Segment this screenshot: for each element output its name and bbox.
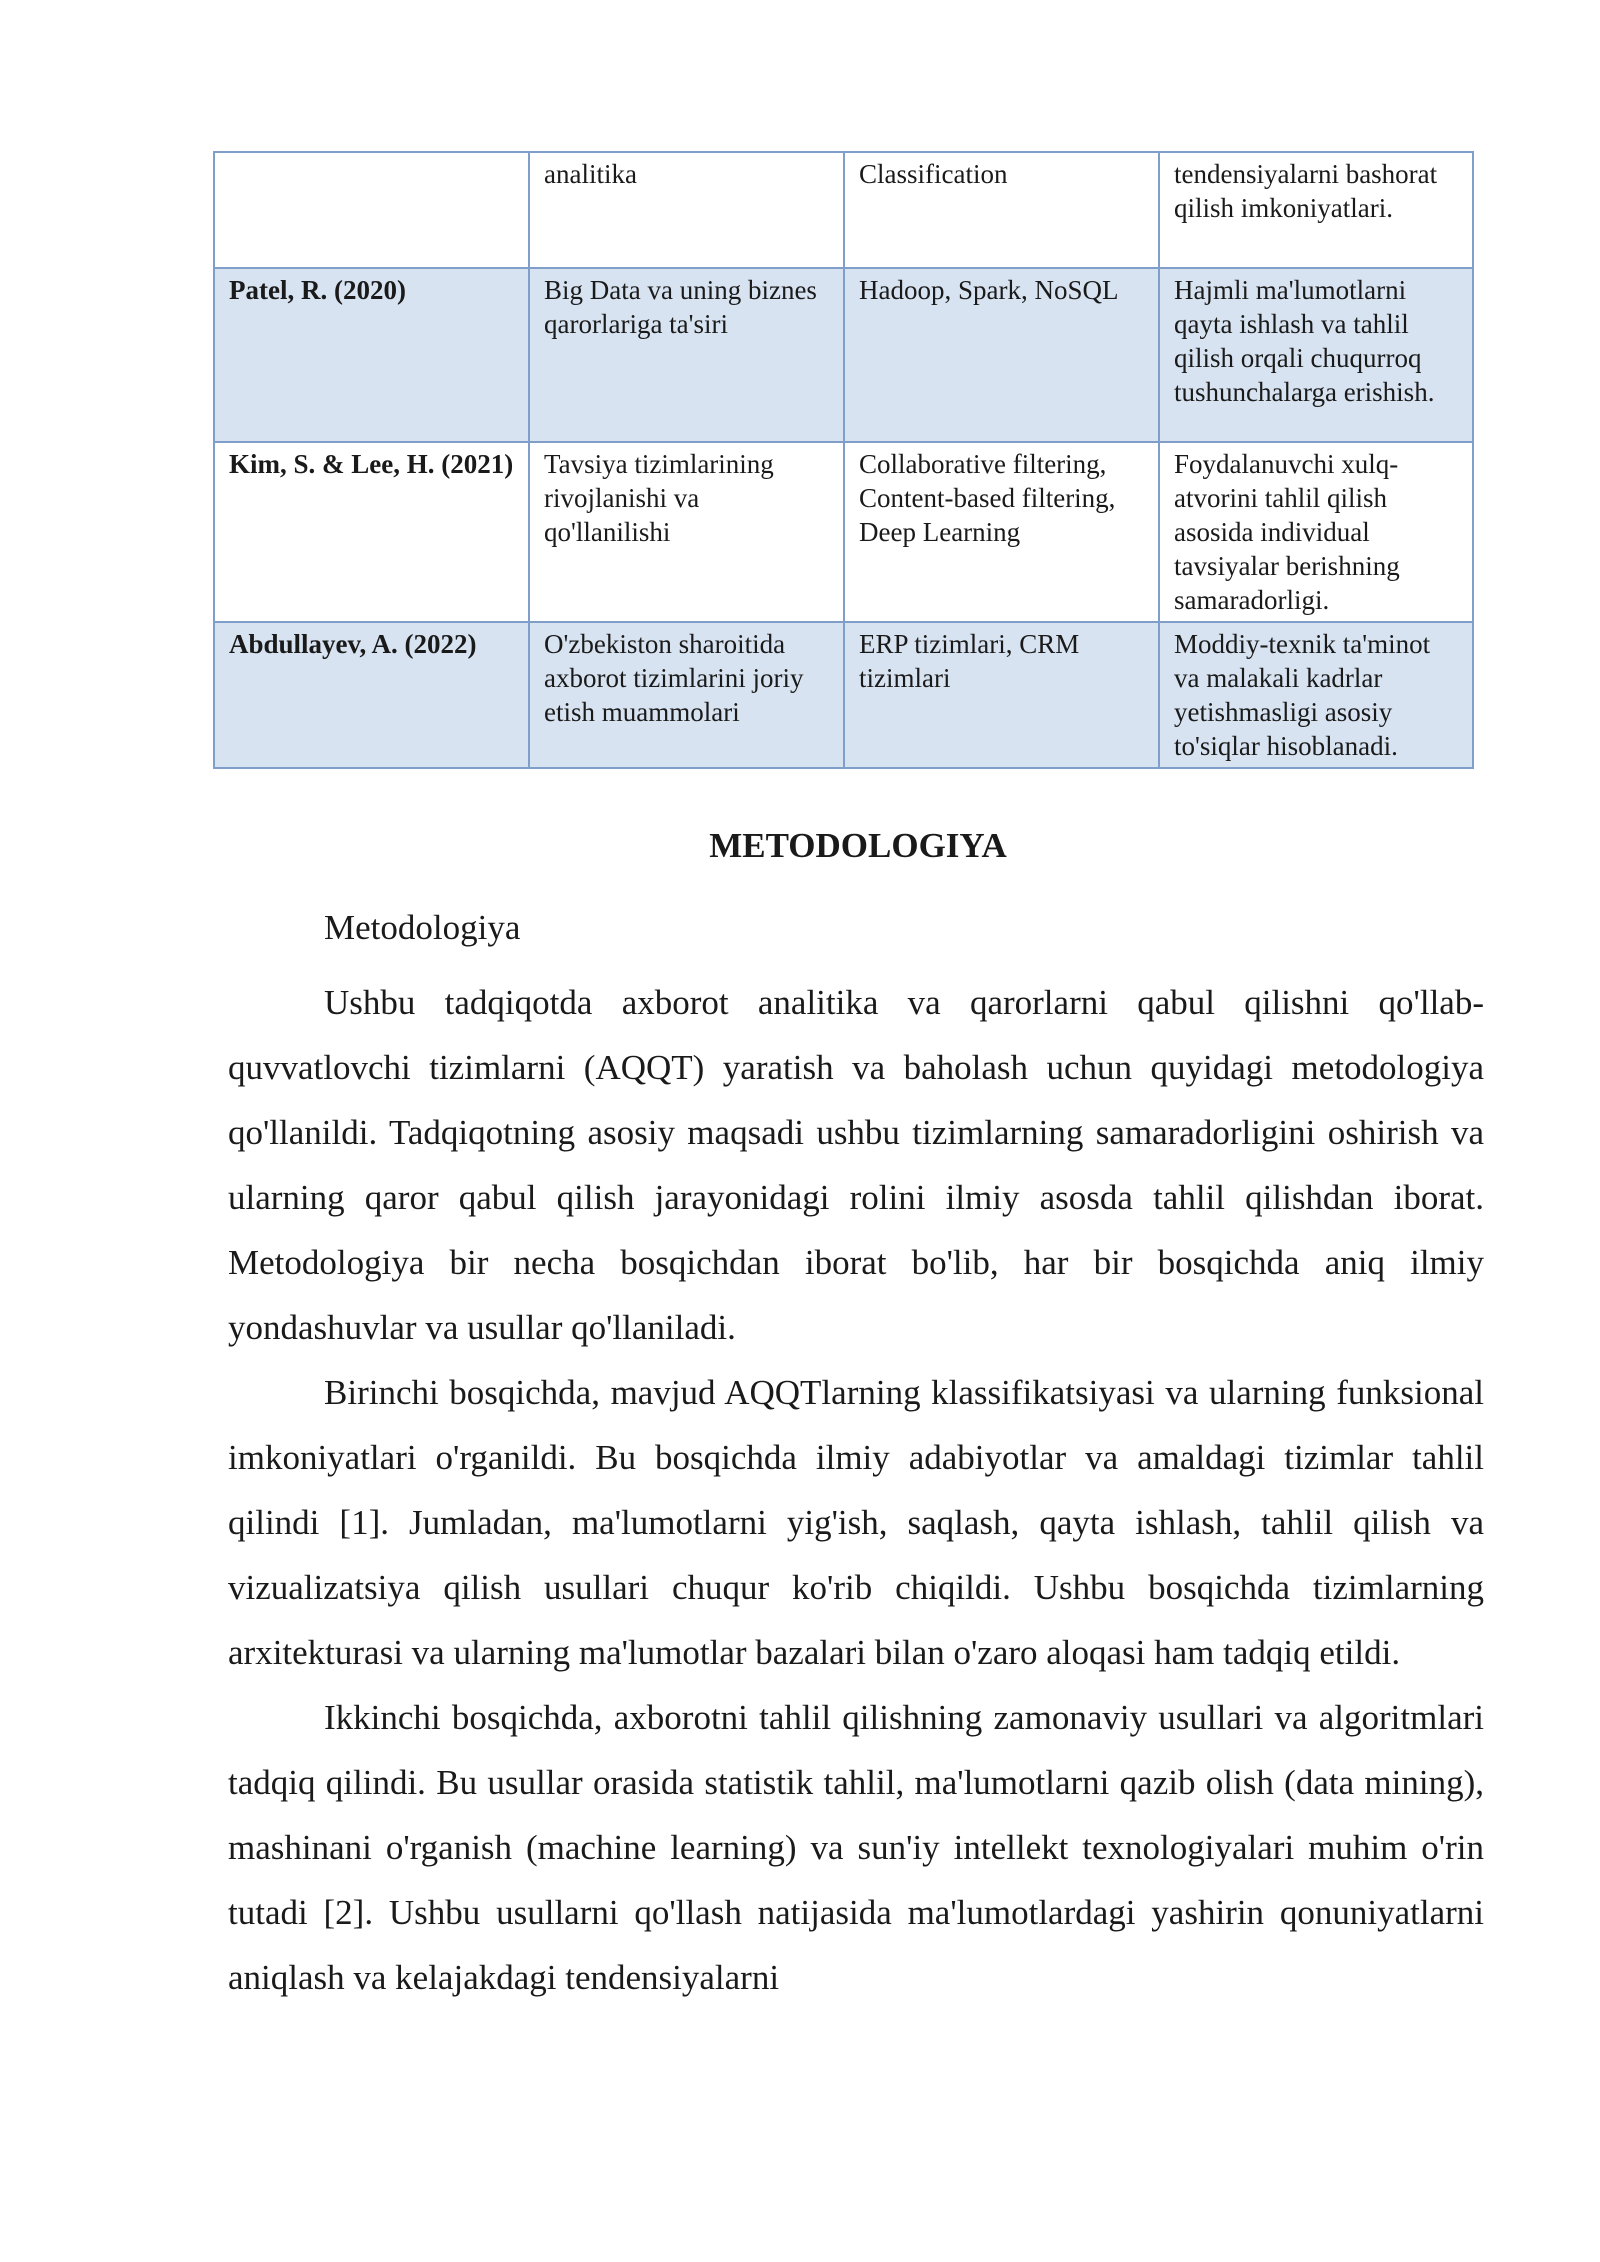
topic-cell: analitika — [529, 152, 844, 268]
paragraph: Ushbu tadqiqotda axborot analitika va qarorlarni qabul qilishni qo'llab-quvvatlovchi tizimlarni (AQQT) yaratish va baholash uchun quyidagi metodologiya qo'llanildi. Tadqiqotning asosiy maqsadi ushbu tizimlarning samaradorligini oshirish va ularning qaror qabul qilish jarayonidagi rolini ilmiy asosda tahlil qilishdan iborat. Metodologiya bir necha bosqichdan iborat bo'lib, har bir bosqichda aniq ilmiy yondashuvlar va usullar qo'llaniladi. — [228, 983, 1484, 1347]
methods-cell: Collaborative filtering, Content-based filtering, Deep Learning — [844, 442, 1159, 622]
findings-cell: Moddiy-texnik ta'minot va malakali kadrlar yetishmasligi asosiy to'siqlar hisoblanadi. — [1159, 622, 1473, 768]
section-subheading: Metodologiya — [324, 908, 521, 947]
findings-cell: Hajmli ma'lumotlarni qayta ishlash va tahlil qilish orqali chuqurroq tushunchalarga erishish. — [1159, 268, 1473, 442]
author-cell: Patel, R. (2020) — [214, 268, 529, 442]
table-row — [214, 622, 1473, 768]
paragraph: Ikkinchi bosqichda, axborotni tahlil qilishning zamonaviy usullari va algoritmlari tadqiq qilindi. Bu usullar orasida statistik tahlil, ma'lumotlarni qazib olish (data mining), mashinani o'rganish (machine learning) va sun'iy intellekt texnologiyalari muhim o'rin tutadi [2]. Ushbu usullarni qo'llash natijasida ma'lumotlardagi yashirin qonuniyatlarni aniqlash va kelajakdagi tendensiyalarni — [228, 1698, 1484, 1997]
methods-cell: Classification — [844, 152, 1159, 268]
topic-cell: O'zbekiston sharoitida axborot tizimlarini joriy etish muammolari — [529, 622, 844, 768]
author-cell: Abdullayev, A. (2022) — [214, 622, 529, 768]
author-cell — [214, 152, 529, 268]
paragraph: Birinchi bosqichda, mavjud AQQTlarning klassifikatsiyasi va ularning funksional imkoniyatlari o'rganildi. Bu bosqichda ilmiy adabiyotlar va amaldagi tizimlar tahlil qilindi [1]. Jumladan, ma'lumotlarni yig'ish, saqlash, qayta ishlash, tahlil qilish va vizualizatsiya qilish usullari chuqur ko'rib chiqildi. Ushbu bosqichda tizimlarning arxitekturasi va ularning ma'lumotlar bazalari bilan o'zaro aloqasi ham tadqiq etildi. — [228, 1373, 1484, 1672]
literature-review-table — [213, 151, 1474, 769]
table-row — [214, 442, 1473, 622]
body-text — [228, 970, 1484, 2010]
table-row — [214, 268, 1473, 442]
findings-cell: tendensiyalarni bashorat qilish imkoniyatlari. — [1159, 152, 1473, 268]
table-row — [214, 152, 1473, 268]
topic-cell: Big Data va uning biznes qarorlariga ta'siri — [529, 268, 844, 442]
section-heading: METODOLOGIYA — [709, 826, 1007, 865]
topic-cell: Tavsiya tizimlarining rivojlanishi va qo'llanilishi — [529, 442, 844, 622]
author-cell: Kim, S. & Lee, H. (2021) — [214, 442, 529, 622]
methods-cell: Hadoop, Spark, NoSQL — [844, 268, 1159, 442]
findings-cell: Foydalanuvchi xulq-atvorini tahlil qilish asosida individual tavsiyalar berishning samaradorligi. — [1159, 442, 1473, 622]
methods-cell: ERP tizimlari, CRM tizimlari — [844, 622, 1159, 768]
